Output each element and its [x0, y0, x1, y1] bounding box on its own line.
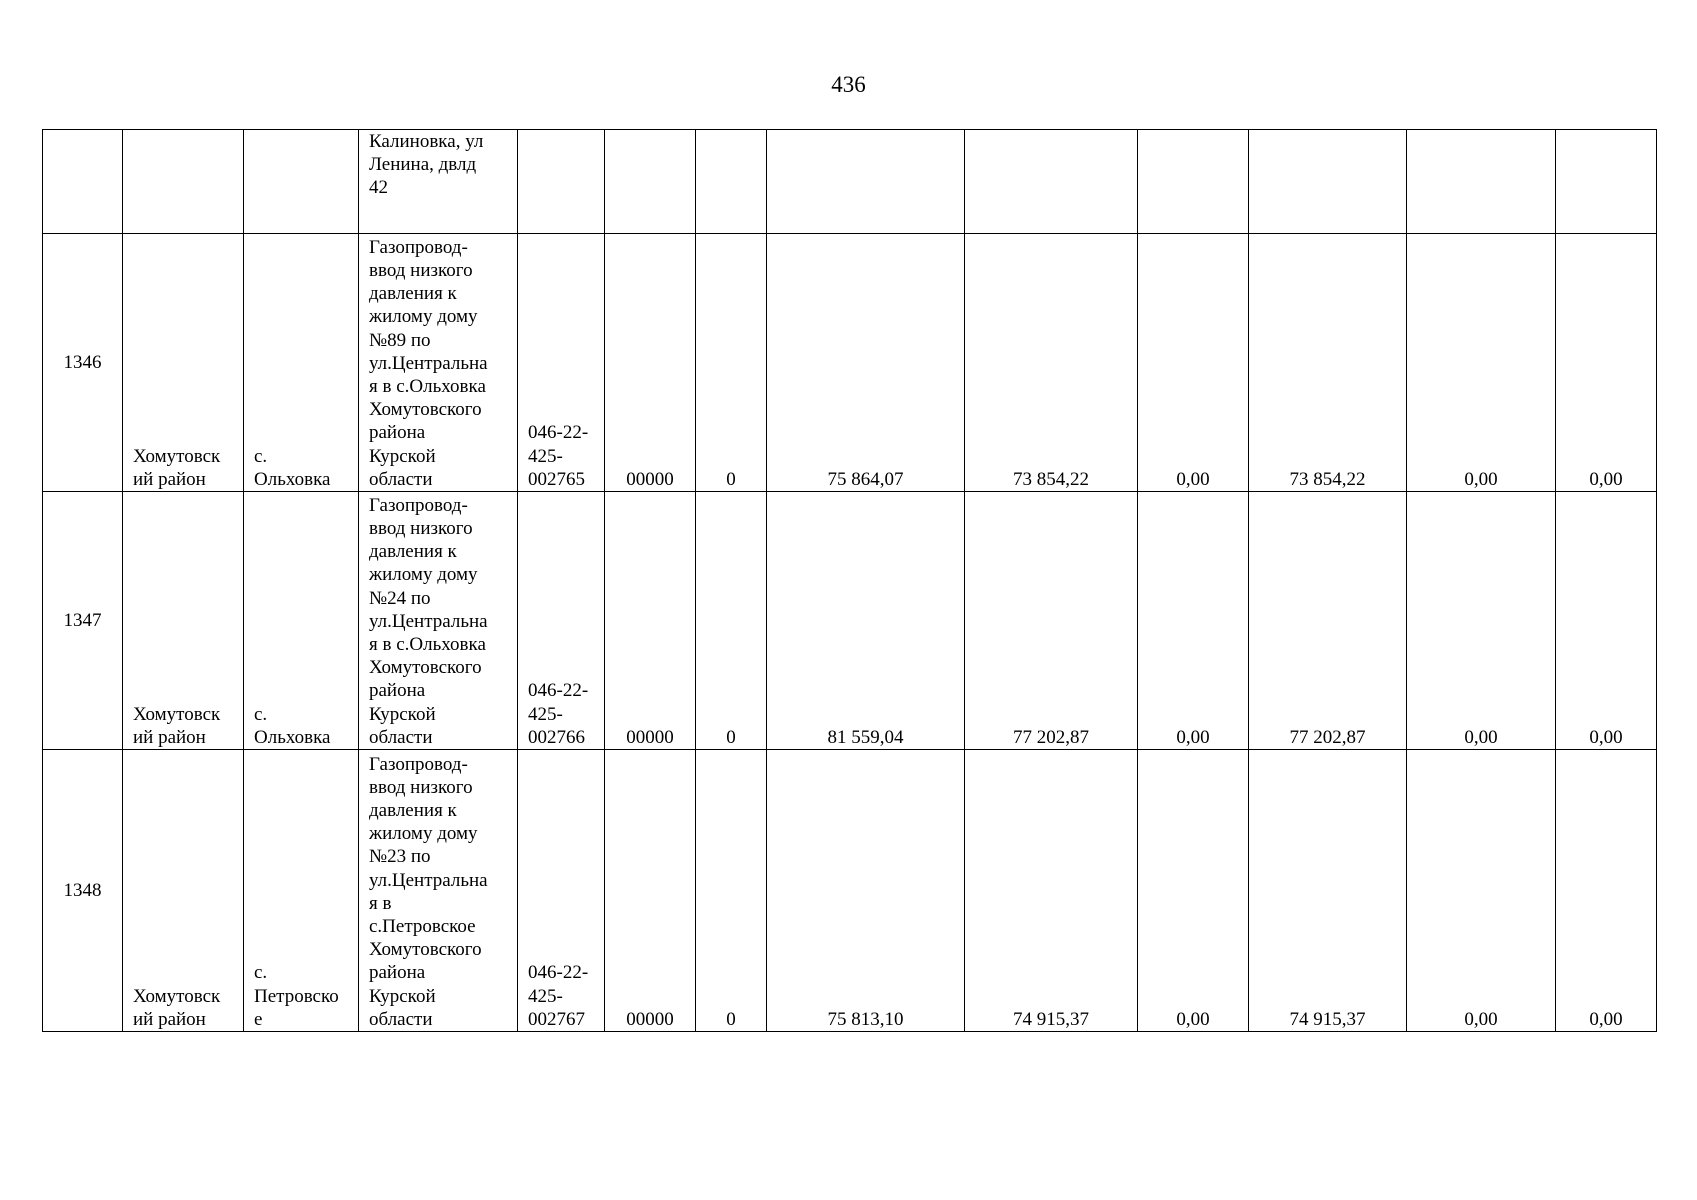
cell-description: Калиновка, ул Ленина, двлд 42	[359, 130, 518, 234]
cell-value-1: 75 864,07	[767, 234, 965, 492]
cell-value-3	[1138, 130, 1249, 234]
cell-description: Газопровод- ввод низкого давления к жилому дому №24 по ул.Центральна я в с.Ольховка Хомутовского района Курской области	[359, 492, 518, 750]
cell-value-2: 74 915,37	[965, 750, 1138, 1032]
cell-cadastral: 046-22- 425- 002767	[518, 750, 605, 1032]
cell-value-4	[1249, 130, 1407, 234]
cell-value-6: 0,00	[1556, 492, 1657, 750]
cell-zero: 0	[696, 750, 767, 1032]
page-number: 436	[831, 72, 866, 97]
cell-value-3: 0,00	[1138, 492, 1249, 750]
cell-code: 00000	[605, 234, 696, 492]
cell-value-1: 81 559,04	[767, 492, 965, 750]
cell-zero	[696, 130, 767, 234]
cell-value-6	[1556, 130, 1657, 234]
cell-value-4: 73 854,22	[1249, 234, 1407, 492]
cell-value-3: 0,00	[1138, 750, 1249, 1032]
cell-code	[605, 130, 696, 234]
cell-code: 00000	[605, 750, 696, 1032]
cell-number: 1348	[43, 750, 123, 1032]
cell-value-4: 74 915,37	[1249, 750, 1407, 1032]
cell-number: 1346	[43, 234, 123, 492]
cell-zero: 0	[696, 234, 767, 492]
cell-value-1	[767, 130, 965, 234]
cell-district: Хомутовск ий район	[123, 492, 244, 750]
cell-district	[123, 130, 244, 234]
cell-value-2: 77 202,87	[965, 492, 1138, 750]
cell-locality	[244, 130, 359, 234]
cell-value-1: 75 813,10	[767, 750, 965, 1032]
cell-locality: с. Петровско е	[244, 750, 359, 1032]
cell-value-5: 0,00	[1407, 234, 1556, 492]
cell-district: Хомутовск ий район	[123, 234, 244, 492]
table-row	[43, 130, 1657, 234]
table-row	[43, 234, 1657, 492]
table-row	[43, 750, 1657, 1032]
cell-number: 1347	[43, 492, 123, 750]
cell-value-3: 0,00	[1138, 234, 1249, 492]
cell-value-5: 0,00	[1407, 750, 1556, 1032]
cell-cadastral: 046-22- 425- 002765	[518, 234, 605, 492]
cell-zero: 0	[696, 492, 767, 750]
cell-locality: с. Ольховка	[244, 234, 359, 492]
cell-description: Газопровод- ввод низкого давления к жилому дому №23 по ул.Центральна я в с.Петровское Хомутовского района Курской области	[359, 750, 518, 1032]
cell-district: Хомутовск ий район	[123, 750, 244, 1032]
table-row	[43, 492, 1657, 750]
cell-value-5: 0,00	[1407, 492, 1556, 750]
cell-value-6: 0,00	[1556, 234, 1657, 492]
cell-code: 00000	[605, 492, 696, 750]
register-table	[42, 129, 1657, 1032]
cell-value-5	[1407, 130, 1556, 234]
cell-cadastral: 046-22- 425- 002766	[518, 492, 605, 750]
cell-number	[43, 130, 123, 234]
cell-locality: с. Ольховка	[244, 492, 359, 750]
cell-value-6: 0,00	[1556, 750, 1657, 1032]
cell-value-4: 77 202,87	[1249, 492, 1407, 750]
cell-value-2: 73 854,22	[965, 234, 1138, 492]
cell-description: Газопровод- ввод низкого давления к жилому дому №89 по ул.Центральна я в с.Ольховка Хомутовского района Курской области	[359, 234, 518, 492]
cell-cadastral	[518, 130, 605, 234]
cell-value-2	[965, 130, 1138, 234]
